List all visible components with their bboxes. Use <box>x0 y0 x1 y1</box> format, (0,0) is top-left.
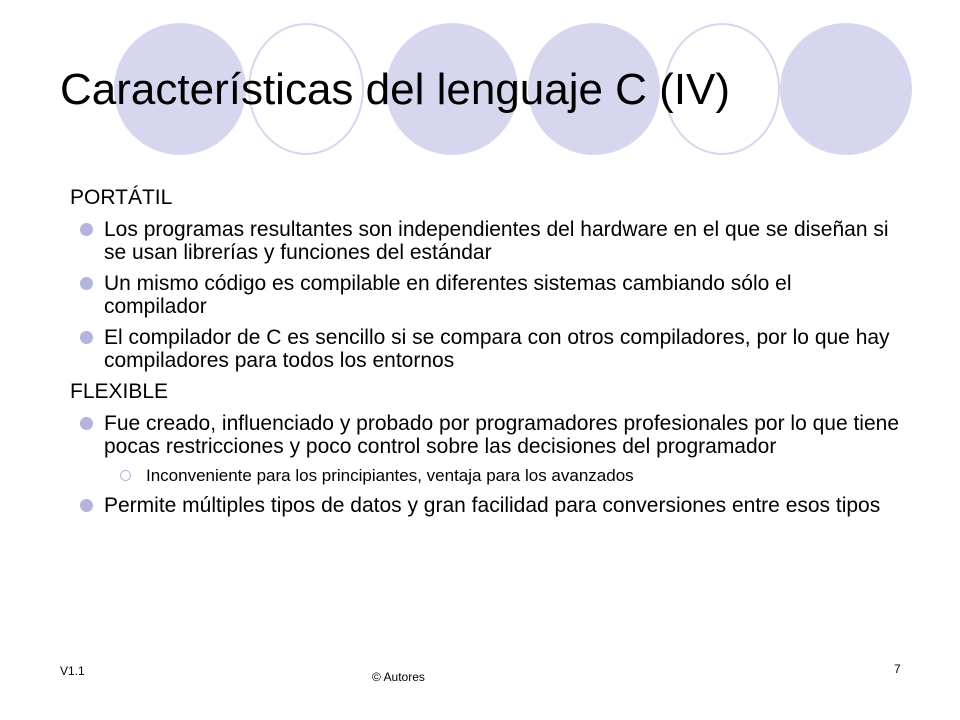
bullet-text: Fue creado, influenciado y probado por programadores profesionales por lo que tiene pocas restricciones y poco control sobre las decisiones del programador <box>104 412 900 458</box>
sub-bullet-text: Inconveniente para los principiantes, ventaja para los avanzados <box>146 466 634 485</box>
footer-version: V1.1 <box>60 664 85 678</box>
bullet-dot-icon <box>80 417 93 430</box>
slide-title: Características del lenguaje C (IV) <box>60 65 731 114</box>
bullet-dot-icon <box>80 277 93 290</box>
bullet-item <box>70 272 900 318</box>
section-label-portatil: PORTÁTIL <box>70 186 173 209</box>
bullet-item <box>70 494 900 517</box>
bullet-item <box>70 326 900 372</box>
bullet-item <box>70 218 900 264</box>
decor-circle-6 <box>780 23 912 155</box>
slide-content <box>70 186 900 525</box>
bullet-text: El compilador de C es sencillo si se compara con otros compiladores, por lo que hay compiladores para todos los entornos <box>104 326 890 372</box>
hollow-bullet-icon <box>120 470 131 481</box>
bullet-text: Un mismo código es compilable en diferentes sistemas cambiando sólo el compilador <box>104 272 792 318</box>
section-label-flexible: FLEXIBLE <box>70 380 169 403</box>
sub-bullet-item <box>70 466 900 486</box>
page-number: 7 <box>894 662 901 676</box>
bullet-dot-icon <box>80 499 93 512</box>
bullet-text: Permite múltiples tipos de datos y gran facilidad para conversiones entre esos tipos <box>104 494 881 517</box>
footer-copyright: © Autores <box>372 670 425 684</box>
bullet-dot-icon <box>80 331 93 344</box>
bullet-text: Los programas resultantes son independientes del hardware en el que se diseñan si se usan librerías y funciones del estándar <box>104 218 889 264</box>
bullet-item <box>70 412 900 458</box>
bullet-dot-icon <box>80 223 93 236</box>
